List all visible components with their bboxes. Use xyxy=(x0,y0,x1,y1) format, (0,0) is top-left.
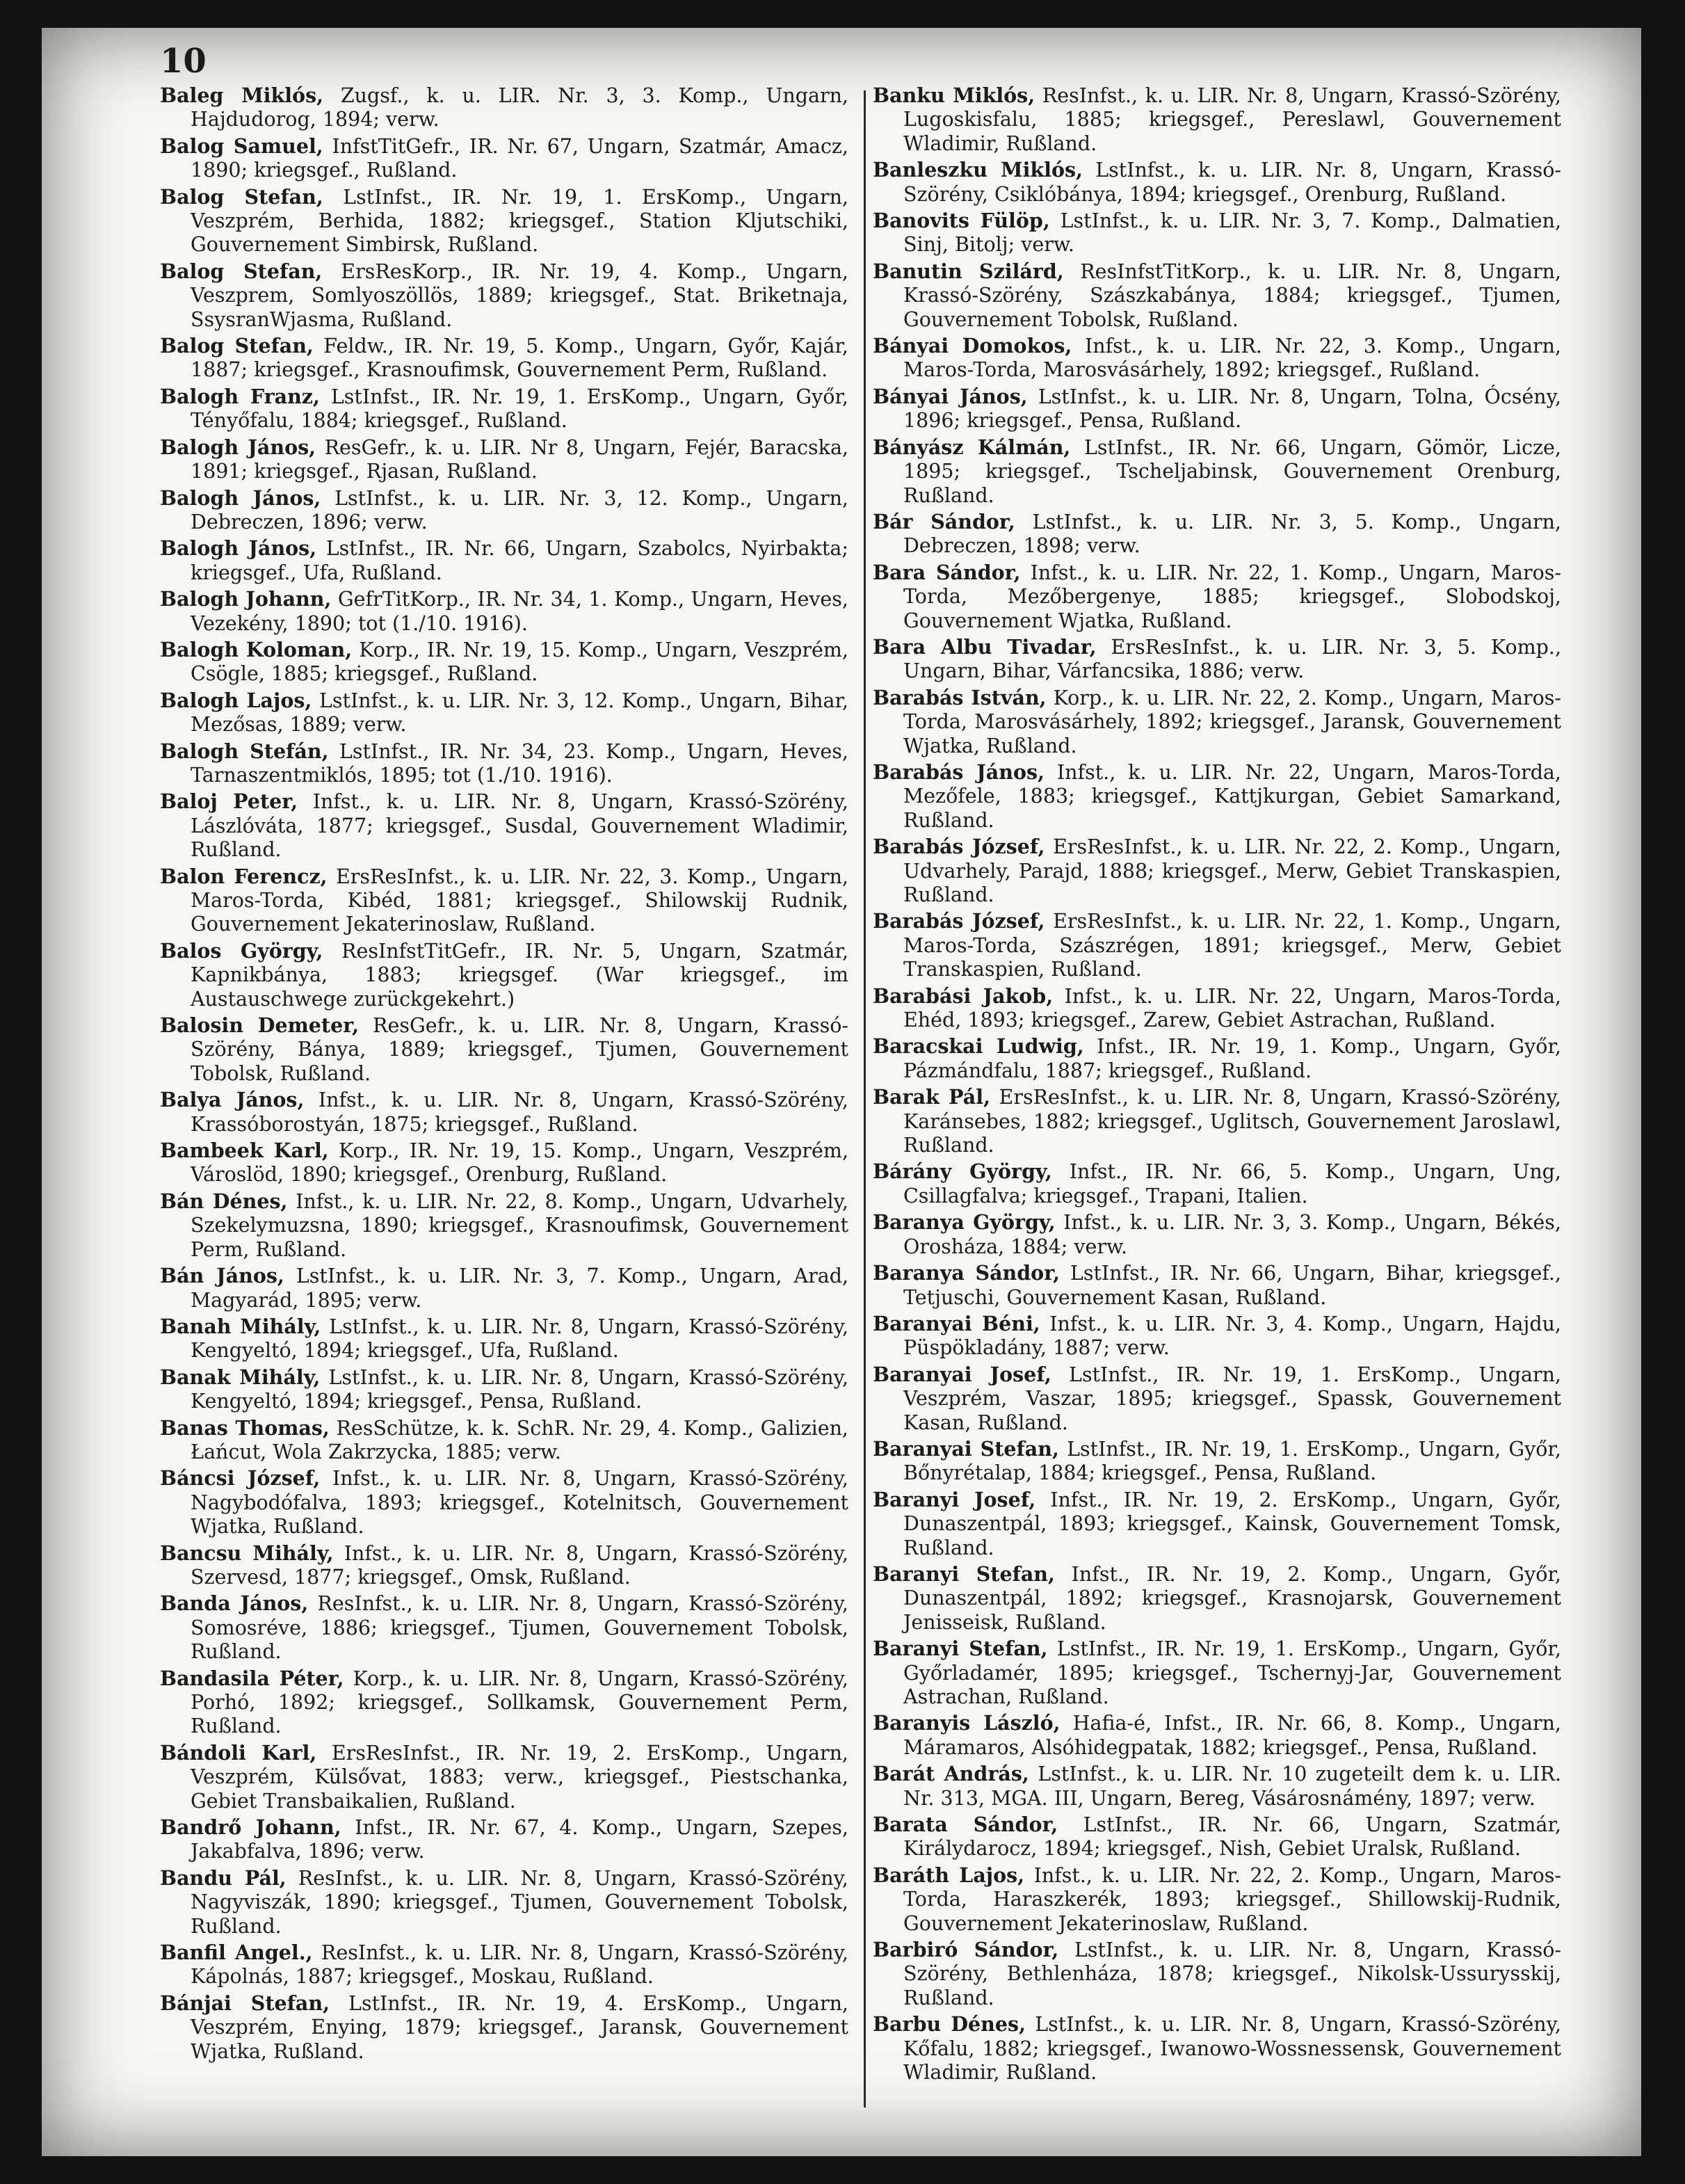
entry-name: Banak Mihály, xyxy=(160,1365,321,1389)
entry-name: Bandrő Johann, xyxy=(160,1815,341,1840)
entry-name: Banovits Fülöp, xyxy=(873,209,1050,233)
entry-details: Korp., IR. Nr. 19, 15. Komp., Ungarn, Veszprém, Csögle, 1885; kriegsgef., Rußland. xyxy=(191,638,848,686)
entry-name: Balosin Demeter, xyxy=(160,1013,360,1038)
entry-name: Baranyai Josef, xyxy=(873,1362,1051,1386)
entry-name: Baranyai Béni, xyxy=(873,1311,1040,1335)
entry-details: LstInfst., IR. Nr. 34, 23. Komp., Ungarn, Heves, Tarnaszentmiklós, 1895; tot (1./10. 1916). xyxy=(191,739,848,787)
entry-name: Bambeek Karl, xyxy=(160,1139,329,1163)
entry-details: ErsResInfst., k. u. LIR. Nr. 3, 5. Komp., Ungarn, Bihar, Várfancsika, 1886; verw. xyxy=(903,635,1561,683)
register-entry xyxy=(873,1562,1561,1635)
entry-name: Balog Stefan, xyxy=(160,184,323,209)
register-entry xyxy=(160,1866,848,1938)
entry-details: Infst., IR. Nr. 19, 2. ErsKomp., Ungarn, Győr, Dunaszentpál, 1893; kriegsgef., Kainsk, Gouvernement Tomsk, Rußland. xyxy=(903,1488,1561,1559)
entry-details: ResInfst., k. u. LIR. Nr. 8, Ungarn, Krassó-Szörény, Somosréve, 1886; kriegsgef., Tjumen, Gouvernement Tobolsk, Rußland. xyxy=(191,1592,848,1664)
entry-name: Bár Sándor, xyxy=(873,509,1015,533)
entry-details: LstInfst., IR. Nr. 19, 1. ErsKomp., Ungarn, Győr, Bőnyrétalap, 1884; kriegsgef., Pensa, Rußland. xyxy=(903,1437,1561,1485)
entry-details: ResInfst., k. u. LIR. Nr. 8, Ungarn, Krassó-Szörény, Kápolnás, 1887; kriegsgef., Moskau, Rußland. xyxy=(191,1941,848,1989)
register-entry xyxy=(160,1815,848,1864)
entry-name: Banutin Szilárd, xyxy=(873,259,1064,283)
entry-name: Báncsi József, xyxy=(160,1466,321,1491)
entry-details: Korp., IR. Nr. 19, 15. Komp., Ungarn, Veszprém, Városlöd, 1890; kriegsgef., Orenburg, Rußland. xyxy=(191,1139,848,1187)
register-entry xyxy=(873,835,1561,907)
entry-details: LstInfst., k. u. LIR. Nr. 8, Ungarn, Krassó-Szörény, Kengyeltó, 1894; kriegsgef., Pensa, Rußland. xyxy=(191,1365,848,1413)
entry-details: LstInfst., IR. Nr. 66, Ungarn, Bihar, kriegsgef., Tetjuschi, Gouvernement Kasan, Rußland. xyxy=(903,1262,1561,1309)
entry-name: Balog Samuel, xyxy=(160,134,323,158)
register-entry xyxy=(160,185,848,257)
left-column xyxy=(160,83,848,2066)
register-entry xyxy=(873,909,1561,981)
register-entry xyxy=(873,435,1561,508)
register-entry xyxy=(873,686,1561,758)
entry-name: Baranyi Stefan, xyxy=(873,1561,1055,1586)
register-entry xyxy=(160,1991,848,2064)
entry-details: ResInfst., k. u. LIR. Nr. 8, Ungarn, Krassó-Szörény, Lugoskisfalu, 1885; kriegsgef., Pereslawl, Gouvernement Wladimir, Rußland. xyxy=(903,84,1561,155)
register-entry xyxy=(160,435,848,484)
register-entry xyxy=(873,1085,1561,1157)
entry-details: Infst., k. u. LIR. Nr. 22, Ungarn, Maros-Torda, Mezőfele, 1883; kriegsgef., Kattjkurgan, Gebiet Samarkand, Rußland. xyxy=(903,760,1561,832)
entry-details: LstInfst., k. u. LIR. Nr. 8, Ungarn, Krassó-Szörény, Csiklóbánya, 1894; kriegsgef., Orenburg, Rußland. xyxy=(903,159,1562,206)
entry-name: Baranyai Stefan, xyxy=(873,1436,1059,1461)
register-entry xyxy=(160,1264,848,1312)
entry-name: Balogh János, xyxy=(160,485,321,510)
entry-details: GefrTitKorp., IR. Nr. 34, 1. Komp., Ungarn, Heves, Vezekény, 1890; tot (1./10. 1916). xyxy=(191,588,848,635)
entry-details: LstInfst., k. u. LIR. Nr. 8, Ungarn, Tolna, Ócsény, 1896; kriegsgef., Pensa, Rußland. xyxy=(903,385,1562,433)
entry-name: Balogh Koloman, xyxy=(160,637,353,661)
entry-name: Barata Sándor, xyxy=(873,1813,1058,1837)
entry-details: ResInfst., k. u. LIR. Nr. 8, Ungarn, Krassó-Szörény, Nagyviszák, 1890; kriegsgef., Tjumen, Gouvernement Tobolsk, Rußland. xyxy=(191,1866,848,1938)
entry-name: Baranya György, xyxy=(873,1210,1056,1235)
entry-details: ResInfstTitGefr., IR. Nr. 5, Ungarn, Szatmár, Kapnikbánya, 1883; kriegsgef. (War kriegsgef., im Austauschwege zurückgekehrt.) xyxy=(191,939,849,1011)
entry-name: Baranyis László, xyxy=(873,1711,1061,1735)
entry-name: Baranyi Josef, xyxy=(873,1487,1036,1511)
register-entry xyxy=(160,134,848,183)
register-entry xyxy=(160,1189,848,1262)
entry-name: Banfil Angel., xyxy=(160,1941,313,1965)
entry-details: Infst., k. u. LIR. Nr. 22, 1. Komp., Ungarn, Maros-Torda, Mezőbergenye, 1885; kriegsgef., Slobodskoj, Gouvernement Wjatka, Rußland. xyxy=(903,561,1561,632)
entry-name: Baleg Miklós, xyxy=(160,83,324,107)
entry-name: Barak Pál, xyxy=(873,1085,991,1109)
register-entry xyxy=(873,635,1561,684)
entry-name: Bányász Kálmán, xyxy=(873,435,1071,459)
entry-details: LstInfst., k. u. LIR. Nr. 3, 5. Komp., Ungarn, Debreczen, 1898; verw. xyxy=(903,510,1561,558)
entry-details: LstInfst., IR. Nr. 66, Ungarn, Szabolcs, Nyirbakta; kriegsgef., Ufa, Rußland. xyxy=(191,537,848,584)
register-entry xyxy=(873,984,1561,1033)
register-entry xyxy=(873,1363,1561,1435)
register-entry xyxy=(873,1938,1561,2010)
entry-details: ResInfstTitKorp., k. u. LIR. Nr. 8, Ungarn, Krassó-Szörény, Szászkabánya, 1884; kriegsgef., Tjumen, Gouvernement Tobolsk, Rußland. xyxy=(903,259,1561,331)
register-entry xyxy=(160,1013,848,1086)
entry-name: Bándoli Karl, xyxy=(160,1740,317,1765)
entry-details: Infst., IR. Nr. 19, 2. Komp., Ungarn, Győr, Dunaszentpál, 1892; kriegsgef., Krasnojarsk, Gouvernement Jenisseisk, Rußland. xyxy=(903,1562,1561,1634)
register-entry xyxy=(160,1315,848,1363)
entry-details: Infst., k. u. LIR. Nr. 8, Ungarn, Krassó-Szörény, Szervesd, 1877; kriegsgef., Omsk, Rußland. xyxy=(191,1541,848,1589)
register-entry xyxy=(160,334,848,383)
entry-name: Bandasila Péter, xyxy=(160,1666,344,1690)
register-entry xyxy=(873,259,1561,332)
entry-details: Infst., k. u. LIR. Nr. 22, 3. Komp., Ungarn, Maros-Torda, Marosvásárhely, 1892; kriegsgef., Rußland. xyxy=(903,335,1561,382)
entry-details: LstInfst., IR. Nr. 19, 4. ErsKomp., Ungarn, Veszprém, Enying, 1879; kriegsgef., Jaransk, Gouvernement Wjatka, Rußland. xyxy=(191,1991,848,2063)
entry-name: Balogh Franz, xyxy=(160,384,320,408)
entry-name: Baranyi Stefan, xyxy=(873,1637,1048,1661)
register-entry xyxy=(160,689,848,737)
entry-details: LstInfst., IR. Nr. 66, Ungarn, Gömör, Licze, 1895; kriegsgef., Tscheljabinsk, Gouvernement Orenburg, Rußland. xyxy=(903,435,1561,507)
entry-details: LstInfst., k. u. LIR. Nr. 3, 12. Komp., Ungarn, Debreczen, 1896; verw. xyxy=(191,486,848,533)
entry-details: Infst., IR. Nr. 19, 1. Komp., Ungarn, Győr, Pázmándfalu, 1887; kriegsgef., Rußland. xyxy=(903,1035,1561,1082)
register-entry xyxy=(160,1741,848,1813)
entry-name: Balos György, xyxy=(160,938,323,963)
entry-details: ErsResInfst., k. u. LIR. Nr. 22, 1. Komp., Ungarn, Maros-Torda, Szászrégen, 1891; kriegsgef., Merw, Gebiet Transkaspien, Rußland. xyxy=(903,910,1561,981)
register-entry xyxy=(873,1261,1561,1310)
register-entry xyxy=(873,158,1561,207)
entry-name: Balogh Johann, xyxy=(160,587,332,611)
entry-name: Banah Mihály, xyxy=(160,1314,321,1338)
entry-name: Bancsu Mihály, xyxy=(160,1541,334,1565)
register-entry xyxy=(873,1312,1561,1360)
entry-details: ResGefr., k. u. LIR. Nr. 8, Ungarn, Krassó-Szörény, Bánya, 1889; kriegsgef., Tjumen, Gouvernement Tobolsk, Rußland. xyxy=(191,1014,848,1085)
register-entry xyxy=(873,209,1561,257)
register-entry xyxy=(873,385,1561,433)
register-entry xyxy=(160,83,848,132)
entry-name: Bárány György, xyxy=(873,1159,1052,1184)
entry-name: Barát András, xyxy=(873,1762,1029,1786)
register-entry xyxy=(160,385,848,433)
entry-details: LstInfst., IR. Nr. 19, 1. ErsKomp., Ungarn, Veszprém, Berhida, 1882; kriegsgef., Station Kljutschiki, Gouvernement Simbirsk, Rußland. xyxy=(191,185,848,257)
entry-name: Bandu Pál, xyxy=(160,1865,287,1890)
entry-details: Korp., k. u. LIR. Nr. 8, Ungarn, Krassó-Szörény, Porhó, 1892; kriegsgef., Sollkamsk, Gouvernement Perm, Rußland. xyxy=(191,1667,849,1738)
entry-name: Baráth Lajos, xyxy=(873,1863,1025,1887)
entry-name: Barbu Dénes, xyxy=(873,2012,1026,2037)
register-entry xyxy=(160,789,848,862)
entry-details: Feldw., IR. Nr. 19, 5. Komp., Ungarn, Győr, Kajár, 1887; kriegsgef., Krasnoufimsk, Gouvernement Perm, Rußland. xyxy=(191,335,848,382)
register-entry xyxy=(873,760,1561,833)
right-column xyxy=(873,83,1561,2087)
entry-details: ErsResInfst., k. u. LIR. Nr. 22, 3. Komp., Ungarn, Maros-Torda, Kibéd, 1881; kriegsgef., Shilowskij Rudnik, Gouvernement Jekaterinoslaw, Rußland. xyxy=(191,865,848,936)
entry-name: Balogh Lajos, xyxy=(160,688,312,712)
register-entry xyxy=(160,486,848,535)
entry-details: Infst., IR. Nr. 67, 4. Komp., Ungarn, Szepes, Jakabfalva, 1896; verw. xyxy=(191,1816,848,1863)
entry-name: Balya János, xyxy=(160,1088,305,1112)
register-entry xyxy=(873,561,1561,633)
entry-details: ResGefr., k. u. LIR. Nr 8, Ungarn, Fejér, Baracska, 1891; kriegsgef., Rjasan, Rußland. xyxy=(191,435,848,483)
entry-name: Balogh Stefán, xyxy=(160,739,329,763)
entry-details: LstInfst., k. u. LIR. Nr. 8, Ungarn, Krassó-Szörény, Kengyeltó, 1894; kriegsgef., Ufa, Rußland. xyxy=(191,1315,848,1363)
entry-name: Barabás István, xyxy=(873,685,1047,709)
entry-details: LstInfst., k. u. LIR. Nr. 8, Ungarn, Krassó-Szörény, Kőfalu, 1882; kriegsgef., Iwanowo-Wossnessensk, Gouvernement Wladimir, Rußland. xyxy=(903,2013,1561,2085)
entry-name: Banleszku Miklós, xyxy=(873,158,1083,182)
entry-details: Infst., k. u. LIR. Nr. 22, 8. Komp., Ungarn, Udvarhely, Szekelymuzsna, 1890; kriegsgef., Krasnoufimsk, Gouvernement Perm, Rußland. xyxy=(191,1189,848,1261)
entry-details: ErsResInfst., k. u. LIR. Nr. 8, Ungarn, Krassó-Szörény, Karánsebes, 1882; kriegsgef., Uglitsch, Gouvernement Jaroslawl, Rußland. xyxy=(903,1086,1561,1157)
register-entry xyxy=(873,1488,1561,1560)
entry-details: Infst., k. u. LIR. Nr. 3, 3. Komp., Ungarn, Békés, Orosháza, 1884; verw. xyxy=(903,1211,1561,1258)
entry-name: Balog Stefan, xyxy=(160,259,323,283)
entry-name: Balogh János, xyxy=(160,536,317,561)
entry-details: LstInfst., IR. Nr. 66, Ungarn, Szatmár, Királydarocz, 1894; kriegsgef., Nish, Gebiet Uralsk, Rußland. xyxy=(903,1813,1561,1861)
entry-details: Infst., k. u. LIR. Nr. 8, Ungarn, Krassó-Szörény, Nagybodófalva, 1893; kriegsgef., Kotelnitsch, Gouvernement Wjatka, Rußland. xyxy=(191,1467,848,1539)
register-entry xyxy=(873,2012,1561,2085)
entry-details: ErsResInfst., k. u. LIR. Nr. 22, 2. Komp., Ungarn, Udvarhely, Parajd, 1888; kriegsgef., Merw, Gebiet Transkaspien, Rußland. xyxy=(903,835,1561,906)
entry-details: Infst., k. u. LIR. Nr. 22, 2. Komp., Ungarn, Maros-Torda, Haraszkerék, 1893; kriegsgef., Shillowskij-Rudnik, Gouvernement Jekaterinoslaw, Rußland. xyxy=(903,1863,1562,1935)
entry-details: LstInfst., IR. Nr. 19, 1. ErsKomp., Ungarn, Győr, Tényőfalu, 1884; kriegsgef., Rußland. xyxy=(191,385,848,433)
entry-name: Bányai János, xyxy=(873,384,1028,408)
register-entry xyxy=(873,1159,1561,1208)
entry-name: Banas Thomas, xyxy=(160,1415,330,1440)
entry-name: Balon Ferencz, xyxy=(160,864,328,888)
register-entry xyxy=(160,865,848,937)
entry-name: Bara Albu Tivadar, xyxy=(873,634,1097,659)
register-entry xyxy=(873,1437,1561,1486)
entry-name: Barabás János, xyxy=(873,760,1045,784)
entry-name: Barabás József, xyxy=(873,835,1045,859)
register-entry xyxy=(873,1863,1561,1936)
register-entry xyxy=(160,739,848,788)
entry-name: Baloj Peter, xyxy=(160,789,298,814)
entry-name: Baracskai Ludwig, xyxy=(873,1034,1084,1059)
entry-name: Banku Miklós, xyxy=(873,83,1035,107)
entry-name: Baranya Sándor, xyxy=(873,1261,1061,1285)
entry-details: InfstTitGefr., IR. Nr. 67, Ungarn, Szatmár, Amacz, 1890; kriegsgef., Rußland. xyxy=(191,134,848,182)
entry-details: Infst., IR. Nr. 66, 5. Komp., Ungarn, Ung, Csillagfalva; kriegsgef., Trapani, Italien. xyxy=(903,1160,1561,1207)
register-entry xyxy=(160,259,848,332)
entry-name: Banda János, xyxy=(160,1591,309,1616)
entry-name: Barbiró Sándor, xyxy=(873,1938,1059,1962)
register-entry xyxy=(160,1088,848,1137)
register-entry xyxy=(873,1034,1561,1083)
register-entry xyxy=(160,939,848,1011)
entry-details: LstInfst., k. u. LIR. Nr. 3, 12. Komp., Ungarn, Bihar, Mezősas, 1889; verw. xyxy=(191,689,848,737)
entry-name: Barabás József, xyxy=(873,909,1045,933)
register-entry xyxy=(873,334,1561,383)
entry-details: Zugsf., k. u. LIR. Nr. 3, 3. Komp., Ungarn, Hajdudorog, 1894; verw. xyxy=(191,84,848,131)
register-entry xyxy=(873,510,1561,559)
register-entry xyxy=(873,1762,1561,1810)
entry-name: Barabási Jakob, xyxy=(873,983,1054,1008)
register-entry xyxy=(160,1416,848,1465)
entry-details: Infst., k. u. LIR. Nr. 8, Ungarn, Krassó-Szörény, Lászlóváta, 1877; kriegsgef., Susdal, Gouvernement Wladimir, Rußland. xyxy=(191,790,848,862)
register-entry xyxy=(873,1711,1561,1760)
entry-name: Bán Dénes, xyxy=(160,1189,288,1213)
register-entry xyxy=(160,1365,848,1414)
register-entry xyxy=(873,1637,1561,1709)
entry-details: LstInfst., IR. Nr. 19, 1. ErsKomp., Ungarn, Győr, Győrladamér, 1895; kriegsgef., Tschernyj-Jar, Gouvernement Astrachan, Rußland. xyxy=(903,1637,1561,1708)
entry-details: LstInfst., k. u. LIR. Nr. 10 zugeteilt dem k. u. LIR. Nr. 313, MGA. III, Ungarn, Bereg, Vásárosnámény, 1897; verw. xyxy=(903,1763,1562,1810)
entry-name: Bán János, xyxy=(160,1264,284,1288)
entry-details: ErsResInfst., IR. Nr. 19, 2. ErsKomp., Ungarn, Veszprém, Külsővat, 1883; verw., kriegsgef., Piestschanka, Gebiet Transbaikalien, Rußland. xyxy=(191,1741,848,1813)
entry-name: Bányai Domokos, xyxy=(873,334,1072,358)
register-page xyxy=(42,28,1641,2156)
entry-details: LstInfst., k. u. LIR. Nr. 8, Ungarn, Krassó-Szörény, Bethlenháza, 1878; kriegsgef., Nikolsk-Ussurysskij, Rußland. xyxy=(903,1938,1562,2009)
entry-details: ResSchütze, k. k. SchR. Nr. 29, 4. Komp., Galizien, Łańcut, Wola Zakrzycka, 1885; verw. xyxy=(191,1416,848,1463)
entry-details: LstInfst., k. u. LIR. Nr. 3, 7. Komp., Ungarn, Arad, Magyarád, 1895; verw. xyxy=(191,1264,848,1312)
register-entry xyxy=(873,1813,1561,1861)
entry-details: ErsResKorp., IR. Nr. 19, 4. Komp., Ungarn, Veszprem, Somlyoszöllös, 1889; kriegsgef., Stat. Briketnaja, SsysranWjasma, Rußland. xyxy=(191,259,848,331)
entry-name: Bara Sándor, xyxy=(873,560,1021,584)
register-entry xyxy=(160,1667,848,1739)
entry-details: Infst., k. u. LIR. Nr. 3, 4. Komp., Ungarn, Hajdu, Püspökladány, 1887; verw. xyxy=(903,1312,1561,1360)
register-entry xyxy=(873,1210,1561,1259)
register-entry xyxy=(160,1941,848,1989)
column-divider xyxy=(864,90,866,2107)
entry-details: Infst., k. u. LIR. Nr. 22, Ungarn, Maros-Torda, Ehéd, 1893; kriegsgef., Zarew, Gebiet Astrachan, Rußland. xyxy=(903,984,1561,1032)
register-entry xyxy=(160,536,848,585)
register-entry xyxy=(873,83,1561,156)
entry-details: Infst., k. u. LIR. Nr. 8, Ungarn, Krassó-Szörény, Krassóborostyán, 1875; kriegsgef., Rußland. xyxy=(191,1089,848,1136)
register-entry xyxy=(160,638,848,686)
register-entry xyxy=(160,1139,848,1187)
entry-name: Balogh János, xyxy=(160,435,316,459)
entry-name: Balog Stefan, xyxy=(160,334,314,358)
register-entry xyxy=(160,1591,848,1664)
entry-name: Bánjai Stefan, xyxy=(160,1991,330,2015)
register-entry xyxy=(160,1466,848,1539)
entry-details: Hafia-é, Infst., IR. Nr. 66, 8. Komp., Ungarn, Máramaros, Alsóhidegpatak, 1882; kriegsgef., Pensa, Rußland. xyxy=(903,1712,1561,1759)
entry-details: LstInfst., IR. Nr. 19, 1. ErsKomp., Ungarn, Veszprém, Vaszar, 1895; kriegsgef., Spassk, Gouvernement Kasan, Rußland. xyxy=(903,1363,1561,1434)
register-entry xyxy=(160,1541,848,1590)
page-number: 10 xyxy=(160,42,207,81)
entry-details: Korp., k. u. LIR. Nr. 22, 2. Komp., Ungarn, Maros-Torda, Marosvásárhely, 1892; kriegsgef., Jaransk, Gouvernement Wjatka, Rußland. xyxy=(903,686,1561,757)
entry-details: LstInfst., k. u. LIR. Nr. 3, 7. Komp., Dalmatien, Sinj, Bitolj; verw. xyxy=(903,209,1562,257)
register-entry xyxy=(160,587,848,636)
